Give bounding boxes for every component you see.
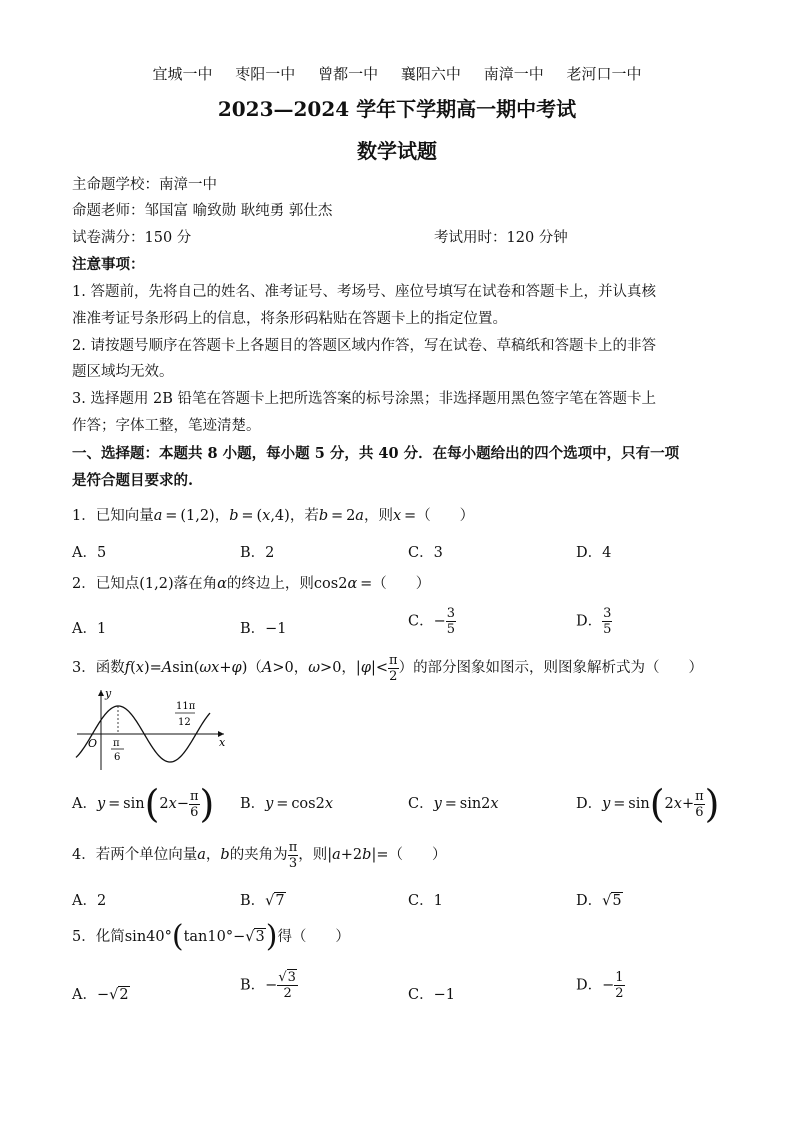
notice-line: 1. 答题前，先将自己的姓名、准考证号、考场号、座位号填写在试卷和答题卡上，并认真核	[72, 284, 656, 300]
q4-option-d: D．√5	[576, 893, 622, 909]
q5-option-d: D．− $\frac{1}{2}$	[576, 970, 624, 1001]
pi-over-6-den: 6	[114, 752, 121, 763]
q1-option-b: B．2	[240, 545, 275, 561]
q5-option-a: A．−√2	[72, 987, 129, 1003]
question-5-stem: 5．化简sin40°(tan10°−√3)得（ ）	[72, 919, 350, 954]
school-name: 曾都一中	[318, 65, 379, 83]
q2-option-d: D． $\frac{3}{5}$	[576, 606, 612, 637]
school-name: 襄阳六中	[400, 65, 461, 83]
q3-option-a: A．y = sin(2x− $\frac{\pi}{6}$ )	[72, 782, 215, 826]
q2-option-a: A．1	[72, 621, 107, 637]
teachers: 命题老师：邹国富 喻致勋 耿纯勇 郭仕杰	[72, 203, 333, 219]
notice-line: 2. 请按题号顺序在答题卡上各题目的答题区域内作答，写在试卷、草稿纸和答题卡上的非答	[72, 338, 656, 354]
main-school: 主命题学校：南漳一中	[72, 177, 217, 193]
q3-option-c: C．y = sin2x	[408, 796, 499, 812]
question-4-stem: 4．若两个单位向量a，b的夹角为 $\frac{\pi}{3}$ ，则|a+2b|=（ ）	[72, 839, 447, 871]
q1-option-c: C．3	[408, 545, 443, 561]
question-1-stem: 1．已知向量a = (1,2)，b = (x,4)，若b = 2a，则x =（ ）	[72, 508, 475, 524]
exam-title: 2023—2024 学年下学期高一期中考试	[217, 97, 577, 121]
school-name: 老河口一中	[566, 65, 642, 83]
notice-line: 3. 选择题用 2B 铅笔在答题卡上把所选答案的标号涂黑；非选择题用黑色签字笔在答题卡上	[72, 391, 657, 407]
q4-option-a: A．2	[72, 893, 107, 909]
x-label: x	[219, 736, 226, 749]
school-name: 枣阳一中	[235, 65, 296, 83]
11pi-over-12-num: 11π	[176, 701, 196, 712]
section-heading: 一、选择题：本题共 8 小题，每小题 5 分，共 40 分．在每小题给出的四个选项中，只有一项	[72, 445, 680, 462]
pi-over-6-num: π	[113, 738, 120, 749]
q1-option-d: D．4	[576, 545, 612, 561]
q4-option-b: B．√7	[240, 893, 285, 909]
school-name: 宜城一中	[152, 65, 213, 83]
y-axis-arrow	[98, 690, 104, 696]
exam-time: 考试用时：120 分钟	[434, 230, 568, 246]
q3-option-b: B．y = cos2x	[240, 796, 334, 812]
notice-heading: 注意事项：	[72, 256, 145, 273]
school-list	[0, 64, 794, 84]
question-3-stem: 3．函数f(x)=Asin(ωx+φ)（A>0，ω>0，|φ|< $\frac{\pi}{2}$ ）的部分图象如图示，则图象解析式为（ ）	[72, 652, 704, 684]
q2-option-b: B．−1	[240, 621, 287, 637]
function-graph	[72, 686, 232, 772]
school-name: 南漳一中	[483, 65, 544, 83]
y-label: y	[105, 687, 112, 700]
notice-line: 题区域均无效。	[72, 364, 174, 380]
q5-option-c: C．−1	[408, 987, 455, 1003]
notice-line: 准准考证号条形码上的信息，将条形码粘贴在答题卡上的指定位置。	[72, 311, 507, 327]
notice-line: 作答；字体工整，笔迹清楚。	[72, 418, 261, 434]
section-heading-cont: 是符合题目要求的.	[72, 472, 194, 489]
q3-option-d: D．y = sin(2x+ $\frac{\pi}{6}$ )	[576, 782, 720, 826]
question-2-stem: 2．已知点(1,2)落在角α的终边上，则cos2α =（ ）	[72, 576, 431, 592]
exam-subtitle: 数学试题	[357, 139, 437, 163]
q1-option-a: A．5	[72, 545, 107, 561]
q5-option-b: B．− $\frac{√3}{2}$	[240, 970, 296, 1001]
origin-label: O	[88, 737, 98, 750]
q2-option-c: C．− $\frac{3}{5}$	[408, 606, 456, 637]
full-score: 试卷满分：150 分	[72, 230, 192, 246]
11pi-over-12-den: 12	[178, 717, 191, 728]
q4-option-c: C．1	[408, 893, 443, 909]
